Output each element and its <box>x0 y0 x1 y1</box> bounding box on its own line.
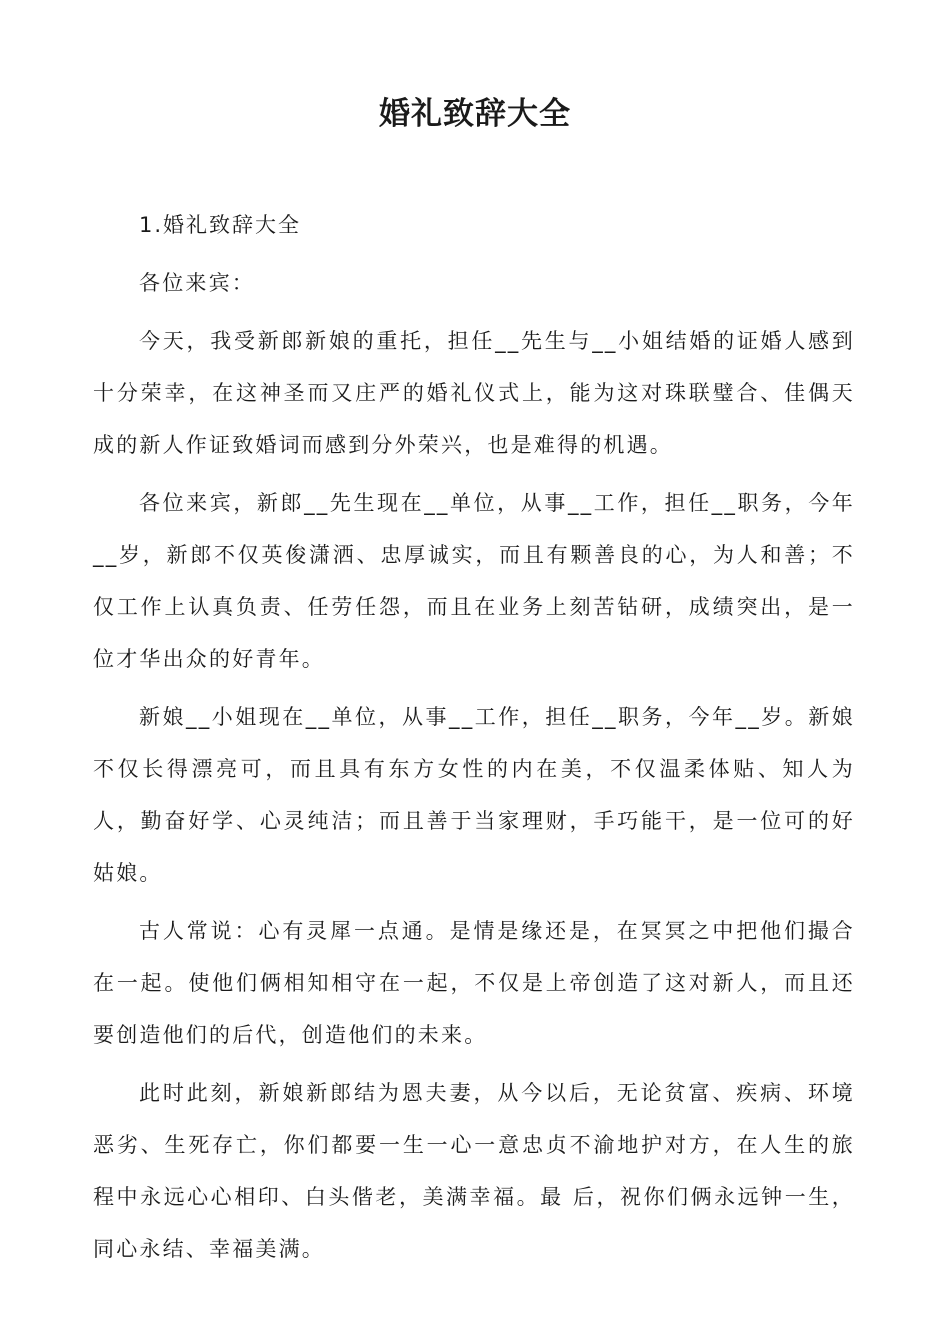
opening-paragraph: 今天，我受新郎新娘的重托，担任__先生与__小姐结婚的证婚人感到十分荣幸，在这神圣而又庄严的婚礼仪式上，能为这对珠联璧合、佳偶天成的新人作证致婚词而感到分外荣兴，也是难得的机遇。 <box>93 329 855 457</box>
proverb-paragraph: 古人常说：心有灵犀一点通。是情是缘还是，在冥冥之中把他们撮合在一起。使他们俩相知相守在一起，不仅是上帝创造了这对新人，而且还要创造他们的后代，创造他们的未来。 <box>93 919 855 1047</box>
closing-paragraph: 此时此刻，新娘新郎结为恩夫妻，从今以后，无论贫富、疾病、环境恶劣、生死存亡，你们都要一生一心一意忠贞不渝地护对方，在人生的旅程中永远心心相印、白头偕老，美满幸福。最 后，祝你们俩永远钟一生，同心永结、幸福美满。 <box>93 1081 855 1261</box>
groom-paragraph: 各位来宾，新郎__先生现在__单位，从事__工作，担任__职务，今年__岁，新郎不仅英俊潇洒、忠厚诚实，而且有颗善良的心，为人和善；不仅工作上认真负责、任劳任怨，而且在业务上刻苦钻研，成绩突出，是一位才华出众的好青年。 <box>93 491 855 671</box>
salutation-paragraph: 各位来宾： <box>139 271 255 295</box>
document-body <box>93 199 855 1281</box>
bride-paragraph: 新娘__小姐现在__单位，从事__工作，担任__职务，今年__岁。新娘不仅长得漂亮可，而且具有东方女性的内在美，不仅温柔体贴、知人为人，勤奋好学、心灵纯洁；而且善于当家理财，手巧能干，是一位可的好姑娘。 <box>93 705 855 885</box>
document-title: 婚礼致辞大全 <box>379 96 571 132</box>
section-heading: 1.婚礼致辞大全 <box>139 213 302 237</box>
